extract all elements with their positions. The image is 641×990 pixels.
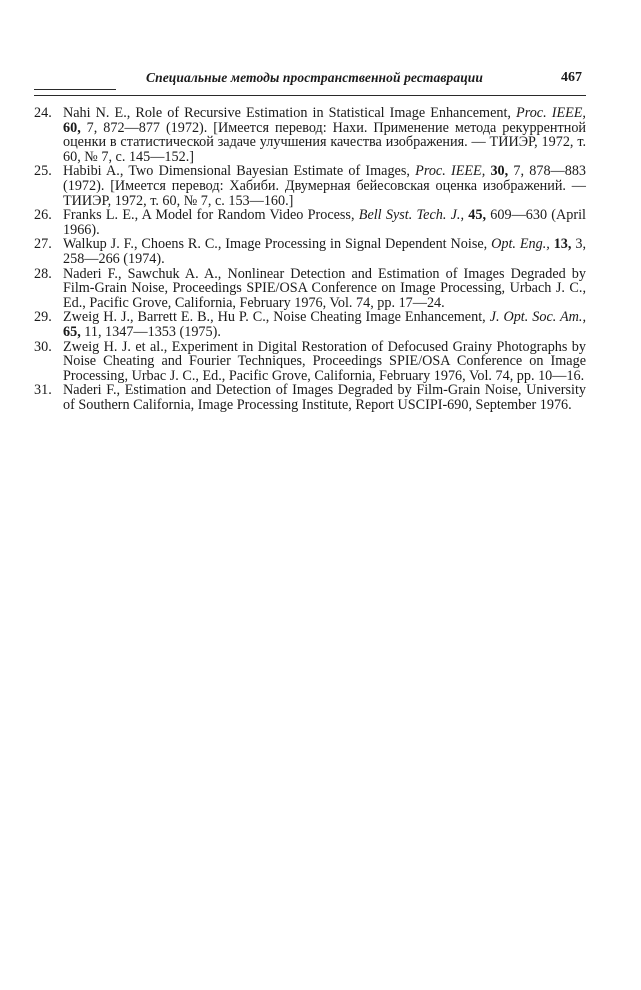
reference-authors: Zweig H. J., Barrett E. B., Hu P. C., [63,309,270,326]
reference-entry-29 [34,310,586,339]
reference-volume: 30, [485,163,509,180]
reference-number: 29. [34,309,52,326]
header-short-rule [34,89,116,90]
reference-details: 7, 872—877 (1972). [80,119,208,136]
reference-entry-26 [34,208,586,237]
reference-title: Noise Cheating Image Enhancement, [269,309,486,326]
reference-entry-28 [34,267,586,311]
page-number: 467 [561,70,582,85]
reference-details: 11, 1347—1353 (1975). [80,323,221,340]
reference-title: Two Dimensional Bayesian Estimate of Images, [123,163,410,180]
reference-volume: 65, [63,323,81,340]
page-header [34,70,586,92]
reference-journal: Opt. Eng., [487,236,550,253]
reference-number: 25. [34,163,52,180]
reference-entry-25 [34,164,586,208]
reference-title: Image Processing in Signal Dependent Noise, [221,236,488,253]
reference-list [34,106,586,412]
reference-title: Experiment in Digital Restoration of Defocused Grainy Photographs by Noise Cheating and Fourier Techniques, Proceedings SPIE/OSA Conference on Image Processing, Urbac J. C., Ed., Pacific Grove, California, February 1976, Vol. 74, pp. 10—16. [63,338,586,384]
reference-authors: Habibi A., [63,163,124,180]
reference-number: 28. [34,265,52,282]
reference-authors: Zweig H. J. et al., [63,338,168,355]
reference-journal: Proc. IEEE, [510,105,586,121]
reference-number: 31. [34,382,52,399]
reference-details: 7, 878—883 (1972). [63,163,587,194]
reference-title: Role of Recursive Estimation in Statistical Image Enhancement, [130,105,511,121]
reference-entry-27 [34,237,586,266]
reference-entry-31 [34,383,586,412]
reference-details: 609—630 (April 1966). [63,207,586,238]
running-title: Специальные методы пространственной реставрации [146,70,484,85]
reference-number: 24. [34,105,52,121]
reference-authors: Naderi F., [63,382,121,399]
reference-title: Nonlinear Detection and Estimation of Images Degraded by Film-Grain Noise, Proceedings SPIE/OSA Conference on Image Processing, Urbach J. C., Ed., Pacific Grove, California, February 1976, Vol. 74, pp. 17—24. [63,265,586,311]
reference-authors: Franks L. E., [63,207,139,224]
reference-number: 30. [34,338,52,355]
reference-translation: [Имеется перевод: Нахи. Применение метода рекуррентной оценки в статистической задаче улучшения качества изображения. — ТИИЭР, 1972, т. 60, № 7, с. 145—152.] [63,119,587,165]
reference-authors: Naderi F., Sawchuk A. A., [63,265,222,282]
reference-volume: 60, [63,119,81,136]
reference-number: 27. [34,236,52,253]
reference-number: 26. [34,207,52,224]
reference-journal: Bell Syst. Tech. J., [354,207,465,224]
reference-authors: Walkup J. F., Choens R. C., [63,236,222,253]
reference-journal: Proc. IEEE, [409,163,486,180]
header-rule [34,95,586,96]
reference-volume: 13, [549,236,572,253]
reference-title: A Model for Random Video Process, [138,207,355,224]
reference-volume: 45, [464,207,487,224]
reference-entry-30 [34,340,586,384]
reference-authors: Nahi N. E., [63,105,131,121]
reference-title: Estimation and Detection of Images Degraded by Film-Grain Noise, University of Southern California, Image Processing Institute, Report USCIPI-690, September 1976. [63,382,586,413]
reference-journal: J. Opt. Soc. Am., [485,309,586,326]
reference-translation: [Имеется перевод: Хабиби. Двумерная бейесовская оценка изображений. — ТИИЭР, 1972, т. 60, № 7, с. 153—160.] [63,177,586,209]
reference-details: 3, 258—266 (1974). [63,236,587,267]
reference-entry-24 [34,106,586,164]
